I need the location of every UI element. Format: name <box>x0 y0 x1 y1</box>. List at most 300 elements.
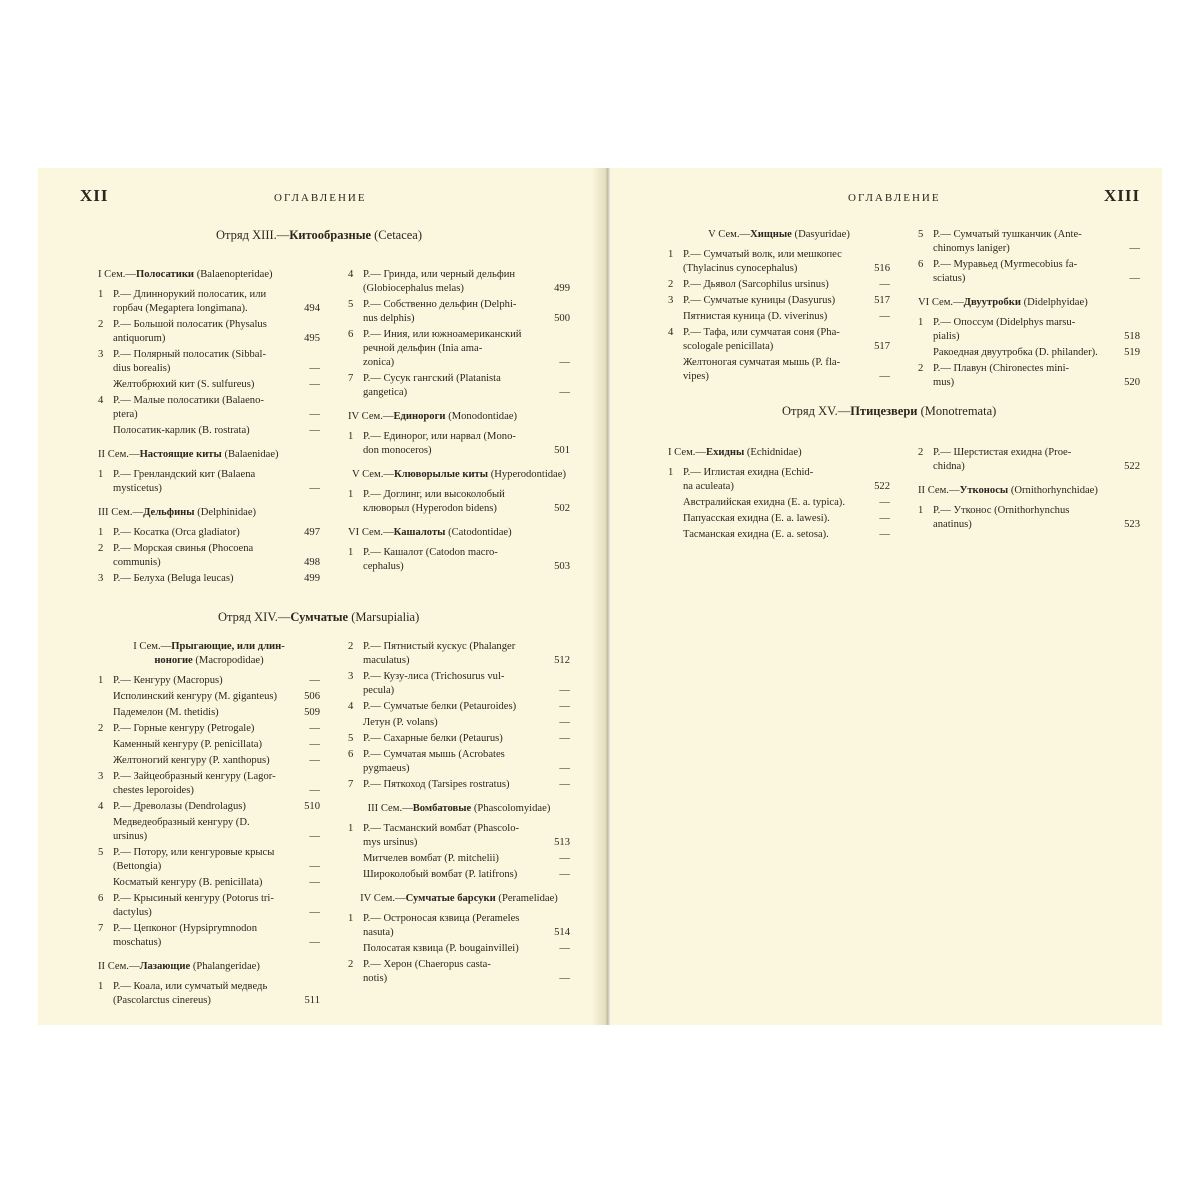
entry-text: Широколобый вомбат (P. latifrons) <box>363 869 518 880</box>
family-latin: (Phascolomyidae) <box>473 803 551 814</box>
toc-entry <box>348 716 570 730</box>
entry-text: Р.— Иглистая ехидна (Echid- <box>683 467 814 478</box>
toc-entry <box>348 546 570 574</box>
toc-entry <box>98 770 320 798</box>
entry-text: Р.— Гринда, или черный дельфин <box>363 269 516 280</box>
family-name: Прыгающие, или длин- <box>171 641 285 652</box>
page-ref: — <box>559 701 570 712</box>
toc-entry <box>98 922 320 950</box>
toc-entry <box>668 528 890 542</box>
family-number: VI Сем.— <box>918 297 964 308</box>
family-number: III Сем.— <box>367 803 413 814</box>
toc-entry <box>98 846 320 874</box>
page-ref: — <box>309 861 320 872</box>
entry-number: 1 <box>348 823 354 834</box>
order-heading-xiv: Отряд XIV.—Сумчатые (Marsupialia) <box>218 610 420 624</box>
family-name: Хищные <box>750 229 792 240</box>
entry-text: Падемелон (M. thetidis) <box>113 707 219 718</box>
family-latin: (Monodontidae) <box>448 411 518 422</box>
toc-entry <box>348 778 570 792</box>
toc-entry <box>668 326 890 354</box>
page-ref: — <box>559 733 570 744</box>
entry-text: Р.— Полярный полосатик (Sibbal- <box>113 349 266 360</box>
entry-text: Каменный кенгуру (P. penicillata) <box>113 739 262 750</box>
family-heading <box>98 448 320 462</box>
toc-entry <box>98 722 320 736</box>
entry-text: dactylus) <box>113 907 152 918</box>
family-number: II Сем.— <box>918 485 960 496</box>
entry-text: Р.— Шерстистая ехидна (Proe- <box>933 447 1072 458</box>
family-heading <box>918 484 1140 498</box>
entry-text: клюворыл (Hyperodon bidens) <box>363 503 497 514</box>
entry-number: 1 <box>348 431 354 442</box>
family-heading <box>98 640 320 668</box>
entry-text: Р.— Тафа, или сумчатая соня (Pha- <box>683 327 840 338</box>
entry-text: gangetica) <box>363 387 408 398</box>
entry-number: 6 <box>348 749 354 760</box>
entry-number: 2 <box>348 641 354 652</box>
page-ref: 523 <box>1124 519 1140 530</box>
family-name: Вомбатовые <box>412 803 472 814</box>
page-ref: 512 <box>554 655 570 666</box>
entry-text: Пятнистая куница (D. viverinus) <box>683 311 828 322</box>
entry-text: Митчелев вомбат (P. mitchelii) <box>363 853 499 864</box>
entry-text: Р.— Белуха (Beluga leucas) <box>113 573 234 584</box>
entry-text: (Bettongia) <box>113 861 162 872</box>
family-heading <box>348 526 570 540</box>
entry-text: Австралийская ехидна (E. a. typica). <box>683 497 845 508</box>
family-latin: (Hyperodontidae) <box>490 469 566 480</box>
entry-text: Желтоногий кенгуру (P. xanthopus) <box>113 755 270 766</box>
toc-entry <box>348 670 570 698</box>
toc-entry <box>668 294 890 308</box>
family-latin: (Dasyuridae) <box>794 229 850 240</box>
toc-entry <box>348 822 570 850</box>
entry-number: 2 <box>918 447 924 458</box>
family-heading <box>98 268 320 282</box>
page-ref: — <box>309 483 320 494</box>
entry-text: ptera) <box>113 409 138 420</box>
entry-text: Тасманская ехидна (E. a. setosa). <box>683 529 829 540</box>
entry-text: Р.— Опоссум (Didelphys marsu- <box>933 317 1076 328</box>
toc-entry <box>668 310 890 324</box>
entry-text: (Thylacinus cynocephalus) <box>683 263 798 274</box>
page-ref: 498 <box>304 557 320 568</box>
page-number: XII <box>80 186 109 205</box>
page-ref: — <box>559 763 570 774</box>
toc-entry <box>668 496 890 510</box>
page-ref: 517 <box>874 341 890 352</box>
toc-column <box>668 446 890 544</box>
entry-number: 5 <box>348 733 354 744</box>
page-ref: — <box>879 497 890 508</box>
entry-number: 7 <box>348 373 354 384</box>
order-heading-xv: Отряд XV.—Птицезвери (Monotremata) <box>782 404 997 418</box>
entry-text: Р.— Собственно дельфин (Delphi- <box>363 299 517 310</box>
family-name: Утконосы <box>959 485 1009 496</box>
entry-number: 2 <box>918 363 924 374</box>
toc-entry <box>348 268 570 296</box>
page-ref: — <box>879 279 890 290</box>
family-name: Клюворылые киты <box>393 469 489 480</box>
entry-number: 1 <box>668 249 674 260</box>
toc-entry <box>918 228 1140 256</box>
entry-number: 3 <box>98 771 104 782</box>
entry-text: Косматый кенгуру (B. penicillata) <box>113 877 263 888</box>
toc-entry <box>668 356 890 384</box>
toc-entry <box>348 700 570 714</box>
family-latin: (Macropodidae) <box>195 655 264 666</box>
entry-text: (Globiocephalus melas) <box>363 283 464 294</box>
family-name-cont: ноногие <box>154 655 193 666</box>
entry-number: 4 <box>668 327 674 338</box>
toc-entry <box>918 362 1140 390</box>
entry-text: Летун (P. volans) <box>363 717 438 728</box>
family-latin: (Didelphyidae) <box>1023 297 1088 308</box>
family-number: IV Сем.— <box>360 893 406 904</box>
entry-text: nus delphis) <box>363 313 415 324</box>
entry-text: Желтобрюхий кит (S. sulfureus) <box>113 379 255 390</box>
entry-number: 1 <box>918 317 924 328</box>
page-ref: — <box>309 907 320 918</box>
family-name: Двуутробки <box>963 297 1021 308</box>
entry-text: mys ursinus) <box>363 837 418 848</box>
page-ref: — <box>559 869 570 880</box>
entry-text: chinomys laniger) <box>933 243 1010 254</box>
entry-text: chidna) <box>933 461 965 472</box>
entry-text: na aculeata) <box>683 481 734 492</box>
entry-text: Р.— Сумчатая мышь (Acrobates <box>363 749 505 760</box>
entry-text: Р.— Кашалот (Catodon macro- <box>363 547 498 558</box>
page-ref: — <box>309 877 320 888</box>
entry-number: 1 <box>98 981 104 992</box>
entry-text: communis) <box>113 557 161 568</box>
page-ref: 519 <box>1124 347 1140 358</box>
entry-number: 5 <box>918 229 924 240</box>
entry-text: Р.— Малые полосатики (Balaeno- <box>113 395 264 406</box>
family-latin: (Catodontidae) <box>448 527 512 538</box>
entry-text: sciatus) <box>933 273 966 284</box>
running-head: ОГЛАВЛЕНИЕ <box>274 192 367 204</box>
entry-text: Р.— Длиннорукий полосатик, или <box>113 289 267 300</box>
entry-number: 1 <box>918 505 924 516</box>
entry-text: Р.— Древолазы (Dendrolagus) <box>113 801 246 812</box>
entry-text: Р.— Сумчатый тушканчик (Ante- <box>933 229 1082 240</box>
family-number: I Сем.— <box>133 641 172 652</box>
entry-number: 2 <box>348 959 354 970</box>
entry-text: pecula) <box>363 685 395 696</box>
page-ref: — <box>559 853 570 864</box>
page-ref: 495 <box>304 333 320 344</box>
toc-entry <box>98 816 320 844</box>
family-number: V Сем.— <box>708 229 751 240</box>
entry-number: 4 <box>348 701 354 712</box>
entry-number: 3 <box>668 295 674 306</box>
entry-text: moschatus) <box>113 937 162 948</box>
toc-entry <box>98 800 320 814</box>
entry-text: Р.— Кузу-лиса (Trichosurus vul- <box>363 671 505 682</box>
toc-entry <box>98 348 320 376</box>
toc-entry <box>348 942 570 956</box>
toc-entry <box>98 754 320 768</box>
page-ref: — <box>309 379 320 390</box>
entry-text: Р.— Потору, или кенгуровые крысы <box>113 847 275 858</box>
toc-entry <box>668 512 890 526</box>
entry-text: pialis) <box>933 331 960 342</box>
family-heading <box>348 410 570 424</box>
page-ref: — <box>559 357 570 368</box>
entry-text: Р.— Горные кенгуру (Petrogale) <box>113 723 255 734</box>
toc-column <box>918 228 1140 392</box>
toc-entry <box>668 278 890 292</box>
page-ref: — <box>309 937 320 948</box>
toc-entry <box>348 372 570 400</box>
entry-text: Папуасская ехидна (E. a. lawesi). <box>683 513 830 524</box>
entry-number: 2 <box>98 543 104 554</box>
family-heading <box>668 446 890 460</box>
entry-text: Р.— Сумчатые белки (Petauroides) <box>363 701 517 712</box>
family-latin: (Peramelidae) <box>498 893 558 904</box>
page-ref: — <box>879 513 890 524</box>
toc-column <box>98 640 320 1010</box>
toc-column <box>918 446 1140 534</box>
entry-text: Р.— Косатка (Orca gladiator) <box>113 527 240 538</box>
entry-text: anatinus) <box>933 519 972 530</box>
page-ref: — <box>309 755 320 766</box>
family-number: V Сем.— <box>352 469 394 480</box>
family-name: Настоящие киты <box>139 449 222 460</box>
entry-number: 6 <box>918 259 924 270</box>
entry-number: 2 <box>668 279 674 290</box>
entry-text: Р.— Иния, или южноамериканский <box>363 329 522 340</box>
toc-entry <box>918 316 1140 344</box>
page-ref: 499 <box>304 573 320 584</box>
family-number: I Сем.— <box>668 447 707 458</box>
entry-number: 7 <box>348 779 354 790</box>
page-ref: 522 <box>1124 461 1140 472</box>
entry-number: 3 <box>98 349 104 360</box>
entry-text: Р.— Большой полосатик (Physalus <box>113 319 267 330</box>
entry-text: chestes leporoides) <box>113 785 194 796</box>
entry-number: 2 <box>98 319 104 330</box>
entry-text: Р.— Цепконог (Hypsiprymnodon <box>113 923 258 934</box>
entry-text: горбач (Megaptera longimana). <box>113 303 248 314</box>
family-heading <box>668 228 890 242</box>
entry-text: maculatus) <box>363 655 410 666</box>
right-page <box>610 168 1162 1025</box>
page-ref: — <box>879 371 890 382</box>
page-ref: 522 <box>874 481 890 492</box>
toc-entry <box>98 318 320 346</box>
entry-number: 6 <box>348 329 354 340</box>
entry-text: antiquorum) <box>113 333 166 344</box>
family-latin: (Phalangeridae) <box>192 961 260 972</box>
entry-number: 2 <box>98 723 104 734</box>
entry-text: Р.— Муравьед (Myrmecobius fa- <box>933 259 1078 270</box>
entry-text: Р.— Плавун (Chironectes mini- <box>933 363 1070 374</box>
page-ref: — <box>559 943 570 954</box>
entry-text: Р.— Сумчатые куницы (Dasyurus) <box>683 295 836 306</box>
entry-text: Р.— Дьявол (Sarcophilus ursinus) <box>683 279 829 290</box>
entry-text: Р.— Кенгуру (Macropus) <box>113 675 223 686</box>
page-ref: — <box>309 409 320 420</box>
page-ref: 500 <box>554 313 570 324</box>
entry-text: Р.— Пятнистый кускус (Phalanger <box>363 641 516 652</box>
page-ref: 509 <box>304 707 320 718</box>
toc-entry <box>348 748 570 776</box>
entry-text: notis) <box>363 973 388 984</box>
toc-entry <box>98 980 320 1008</box>
page-ref: — <box>309 363 320 374</box>
entry-number: 7 <box>98 923 104 934</box>
family-number: VI Сем.— <box>348 527 394 538</box>
family-number: II Сем.— <box>98 961 140 972</box>
entry-number: 3 <box>98 573 104 584</box>
family-heading <box>348 468 570 482</box>
toc-entry <box>98 690 320 704</box>
entry-number: 1 <box>98 527 104 538</box>
toc-entry <box>918 346 1140 360</box>
family-number: IV Сем.— <box>348 411 394 422</box>
entry-text: Р.— Сахарные белки (Petaurus) <box>363 733 503 744</box>
entry-number: 4 <box>348 269 354 280</box>
entry-number: 5 <box>348 299 354 310</box>
page-ref: — <box>309 425 320 436</box>
entry-text: dius borealis) <box>113 363 171 374</box>
toc-entry <box>918 504 1140 532</box>
toc-entry <box>348 912 570 940</box>
toc-column <box>668 228 890 386</box>
page-number: XIII <box>1104 186 1141 205</box>
entry-number: 1 <box>348 913 354 924</box>
toc-entry <box>668 466 890 494</box>
entry-text: Р.— Остроносая кзвица (Perameles <box>363 913 520 924</box>
page-ref: 513 <box>554 837 570 848</box>
entry-number: 1 <box>98 289 104 300</box>
family-name: Лазающие <box>139 961 191 972</box>
entry-text: Р.— Зайцеобразный кенгуру (Lagor- <box>113 771 276 782</box>
family-name: Ехидны <box>706 447 745 458</box>
family-latin: (Delphinidae) <box>197 507 257 518</box>
page-ref: 502 <box>554 503 570 514</box>
toc-entry <box>98 706 320 720</box>
page-ref: — <box>559 387 570 398</box>
toc-entry <box>98 468 320 496</box>
family-heading <box>98 960 320 974</box>
page-ref: 499 <box>554 283 570 294</box>
page-ref: — <box>309 739 320 750</box>
entry-text: Медведеобразный кенгуру (D. <box>113 817 250 828</box>
toc-entry <box>98 542 320 570</box>
family-name: Кашалоты <box>393 527 446 538</box>
toc-entry <box>918 258 1140 286</box>
entry-text: Р.— Крысиный кенгуру (Potorus tri- <box>113 893 274 904</box>
family-number: I Сем.— <box>98 269 137 280</box>
entry-text: Полосатик-карлик (B. rostrata) <box>113 425 250 436</box>
page-ref: 511 <box>304 995 320 1006</box>
entry-text: Р.— Сусук гангский (Platanista <box>363 373 501 384</box>
entry-text: (Pascolarctus cinereus) <box>113 995 211 1006</box>
page-ref: 506 <box>304 691 320 702</box>
page-ref: — <box>309 675 320 686</box>
family-name: Сумчатые барсуки <box>405 893 496 904</box>
toc-entry <box>98 738 320 752</box>
entry-text: Ракоедная двуутробка (D. philander). <box>933 347 1098 358</box>
toc-entry <box>98 526 320 540</box>
page-ref: — <box>309 785 320 796</box>
entry-number: 3 <box>348 671 354 682</box>
page-ref: — <box>309 723 320 734</box>
entry-text: Р.— Утконос (Ornithorhynchus <box>933 505 1070 516</box>
family-number: II Сем.— <box>98 449 140 460</box>
toc-entry <box>98 378 320 392</box>
toc-entry <box>348 298 570 326</box>
entry-number: 5 <box>98 847 104 858</box>
toc-entry <box>348 488 570 516</box>
page-ref: 517 <box>874 295 890 306</box>
entry-number: 1 <box>668 467 674 478</box>
entry-text: Р.— Херон (Chaeropus casta- <box>363 959 491 970</box>
entry-number: 1 <box>348 547 354 558</box>
entry-text: scologale penicillata) <box>683 341 774 352</box>
page-ref: 520 <box>1124 377 1140 388</box>
toc-entry <box>98 674 320 688</box>
toc-entry <box>98 572 320 586</box>
family-name: Дельфины <box>143 507 195 518</box>
left-page <box>38 168 608 1025</box>
family-latin: (Balaenidae) <box>224 449 279 460</box>
entry-text: Р.— Сумчатый волк, или мешкопес <box>683 249 842 260</box>
toc-column <box>348 640 570 988</box>
toc-entry <box>98 892 320 920</box>
page-ref: — <box>559 717 570 728</box>
page-ref: 497 <box>304 527 320 538</box>
toc-entry <box>98 876 320 890</box>
entry-text: nasuta) <box>363 927 394 938</box>
family-name: Единороги <box>393 411 446 422</box>
page-ref: — <box>1129 273 1140 284</box>
toc-entry <box>348 868 570 882</box>
entry-number: 6 <box>98 893 104 904</box>
page-ref: 514 <box>554 927 570 938</box>
page-ref: — <box>559 973 570 984</box>
entry-text: don monoceros) <box>363 445 432 456</box>
toc-column <box>348 268 570 576</box>
entry-text: Р.— Пяткоход (Tarsipes rostratus) <box>363 779 510 790</box>
page-ref: 501 <box>554 445 570 456</box>
entry-text: Р.— Коала, или сумчатый медведь <box>113 981 268 992</box>
toc-entry <box>348 430 570 458</box>
toc-entry <box>348 328 570 370</box>
toc-entry <box>98 394 320 422</box>
page-ref: 494 <box>304 303 320 314</box>
entry-text: Р.— Тасманский вомбат (Phascolo- <box>363 823 520 834</box>
entry-text: речной дельфин (Inia ama- <box>363 343 483 354</box>
entry-number: 1 <box>98 675 104 686</box>
entry-text: Полосатая кзвица (P. bougainvillei) <box>363 943 519 954</box>
entry-text: zonica) <box>363 357 395 368</box>
toc-entry <box>348 640 570 668</box>
family-name: Полосатики <box>136 269 195 280</box>
page-ref: 503 <box>554 561 570 572</box>
toc-entry <box>348 958 570 986</box>
family-heading <box>348 802 570 816</box>
family-heading <box>98 506 320 520</box>
toc-entry <box>348 852 570 866</box>
toc-entry <box>668 248 890 276</box>
toc-entry <box>98 424 320 438</box>
entry-text: Р.— Единорог, или нарвал (Mono- <box>363 431 516 442</box>
